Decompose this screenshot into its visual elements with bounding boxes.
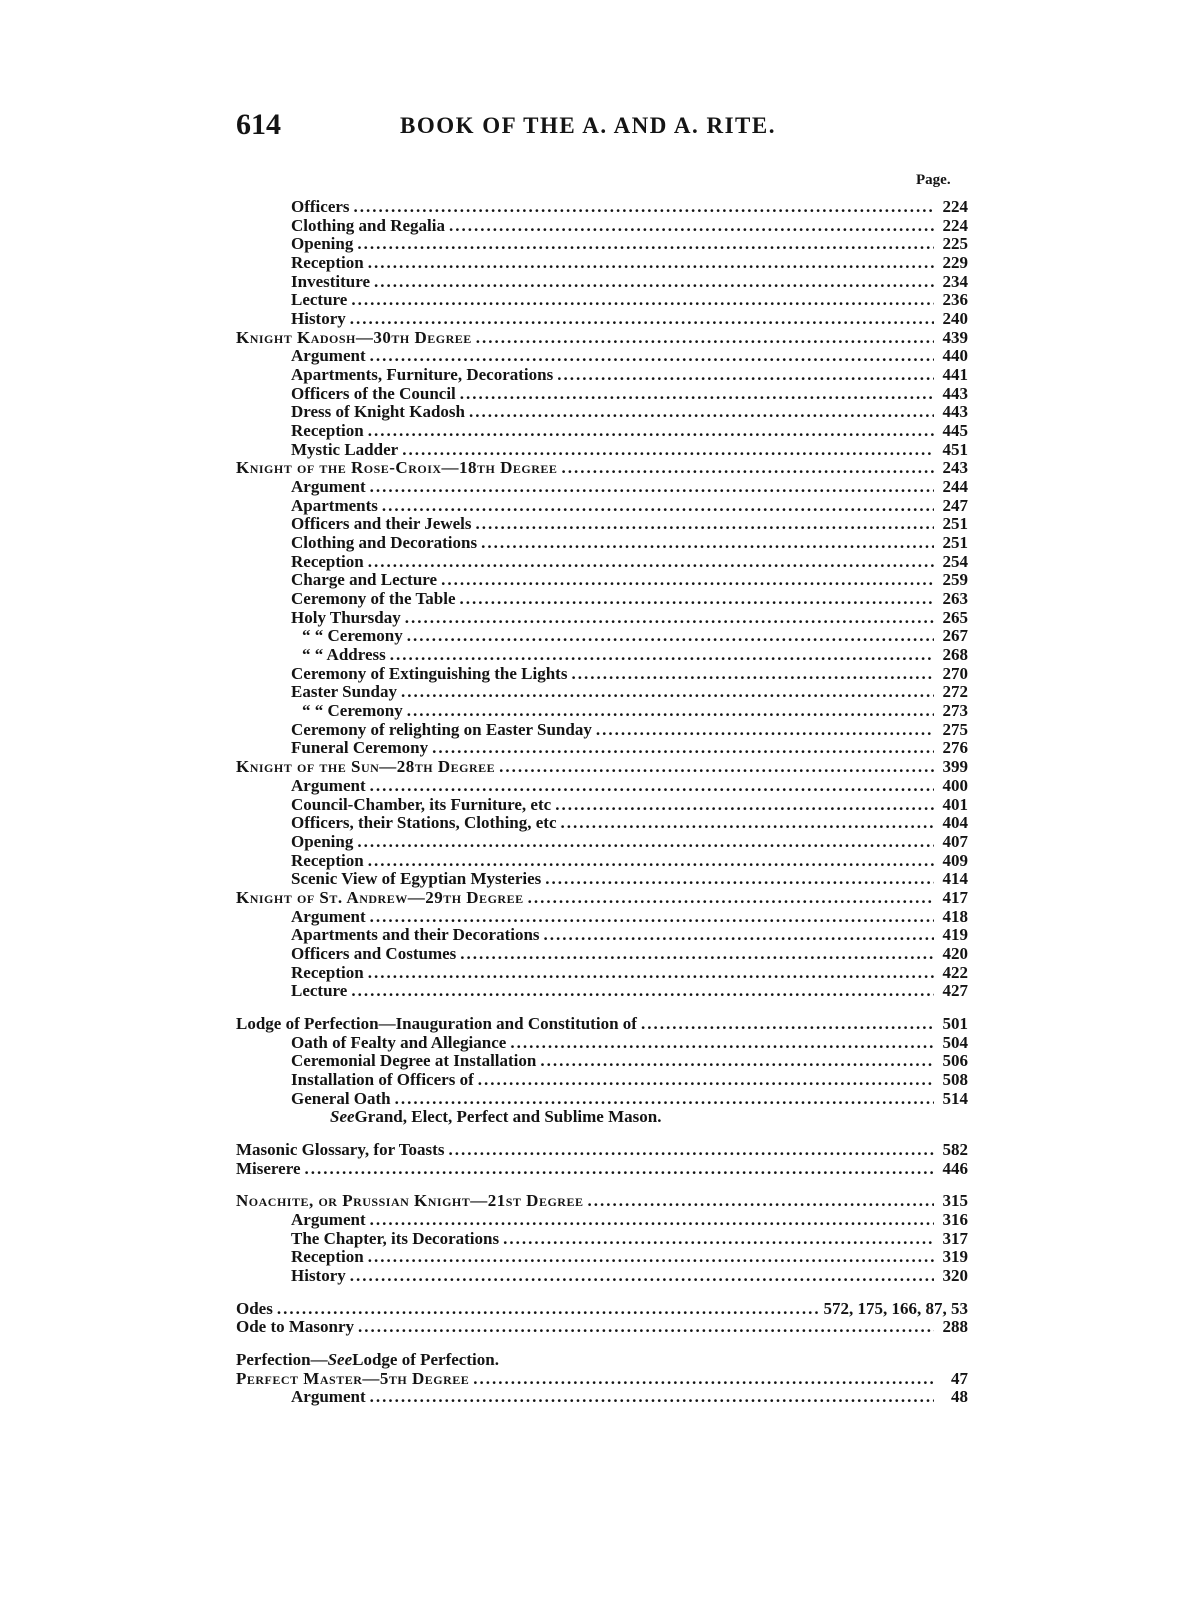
entry-label: Reception xyxy=(291,962,364,982)
entry-label: Miserere xyxy=(236,1158,301,1178)
entry-page-number: 243 xyxy=(942,458,968,478)
leader-dots xyxy=(561,814,934,833)
entry-label: Clothing and Regalia xyxy=(291,215,445,235)
entry-label: Clothing and Decorations xyxy=(291,533,478,553)
leader-dots xyxy=(374,273,934,292)
index-heading xyxy=(236,329,968,348)
leader-dots xyxy=(448,1141,934,1160)
page-header xyxy=(236,108,976,148)
leader-dots xyxy=(544,926,934,945)
entry-page-number: 439 xyxy=(942,327,968,347)
entry-page-number: 47 xyxy=(951,1368,968,1388)
index-subentry xyxy=(236,683,968,702)
entry-label: Lecture xyxy=(291,981,348,1001)
index-subentry xyxy=(236,478,968,497)
page-number: 614 xyxy=(236,108,281,141)
entry-label: Lodge of Perfection—Inauguration and Constitution of xyxy=(236,1013,637,1033)
entry-page-number: 275 xyxy=(942,719,968,739)
entry-page-number: 240 xyxy=(942,309,968,329)
entry-page-number: 317 xyxy=(942,1228,968,1248)
leader-dots xyxy=(351,291,934,310)
leader-dots xyxy=(357,235,934,254)
entry-label: Argument xyxy=(291,1387,366,1407)
leader-dots xyxy=(555,796,934,815)
entry-label: Ode to Masonry xyxy=(236,1317,355,1337)
entry-label: Officers of the Council xyxy=(291,383,456,403)
index-subentry xyxy=(236,627,968,646)
entry-page-number: 440 xyxy=(942,346,968,366)
leader-dots xyxy=(368,1248,934,1267)
index-subentry xyxy=(236,366,968,385)
index-subentry xyxy=(236,1248,968,1267)
entry-label: Apartments xyxy=(291,495,378,515)
leader-dots xyxy=(587,1192,934,1211)
entry-label: Charge and Lecture xyxy=(291,570,438,590)
leader-dots xyxy=(449,217,934,236)
entry-page-number: 273 xyxy=(942,701,968,721)
entry-label: Ceremony of the Table xyxy=(291,589,456,609)
entry-page-number: 572, 175, 166, 87, 53 xyxy=(823,1298,968,1318)
entry-page-number: 225 xyxy=(942,234,968,254)
index-subentry xyxy=(236,852,968,871)
entry-page-number: 244 xyxy=(942,477,968,497)
entry-label: Reception xyxy=(291,1247,364,1267)
entry-label: Odes xyxy=(236,1298,273,1318)
index-heading xyxy=(236,889,968,908)
index-subentry xyxy=(236,1034,968,1053)
leader-dots xyxy=(557,366,934,385)
index-subentry xyxy=(236,254,968,273)
index-subentry xyxy=(236,964,968,983)
leader-dots xyxy=(402,441,934,460)
entry-page-number: 229 xyxy=(942,253,968,273)
leader-dots xyxy=(370,347,934,366)
entry-label: Ceremonial Degree at Installation xyxy=(291,1051,537,1071)
index-subentry xyxy=(236,403,968,422)
index-subentry xyxy=(236,553,968,572)
leader-dots xyxy=(368,254,934,273)
index-subentry xyxy=(236,347,968,366)
entry-page-number: 251 xyxy=(942,514,968,534)
entry-page-number: 401 xyxy=(942,794,968,814)
entry-page-number: 414 xyxy=(942,869,968,889)
leader-dots xyxy=(407,702,934,721)
leader-dots xyxy=(528,889,934,908)
entry-page-number: 251 xyxy=(942,533,968,553)
entry-label: Reception xyxy=(291,253,364,273)
index-subentry xyxy=(236,1211,968,1230)
entry-page-number: 404 xyxy=(942,813,968,833)
index-heading xyxy=(236,758,968,777)
leader-dots xyxy=(460,385,934,404)
index-subentry xyxy=(236,441,968,460)
leader-dots xyxy=(469,403,934,422)
leader-dots xyxy=(358,1318,934,1337)
leader-dots xyxy=(305,1160,935,1179)
entry-page-number: 407 xyxy=(942,831,968,851)
entry-page-number: 582 xyxy=(942,1139,968,1159)
entry-label: Apartments, Furniture, Decorations xyxy=(291,365,554,385)
entry-page-number: 263 xyxy=(942,589,968,609)
leader-dots xyxy=(350,310,934,329)
running-title: BOOK OF THE A. AND A. RITE. xyxy=(400,113,776,138)
leader-dots xyxy=(478,1071,934,1090)
leader-dots xyxy=(473,1370,934,1389)
index-subentry xyxy=(236,870,968,889)
entry-page-number: 276 xyxy=(942,738,968,758)
entry-page-number: 319 xyxy=(942,1247,968,1267)
entry-page-number: 419 xyxy=(942,925,968,945)
section-spacer xyxy=(236,1001,968,1015)
leader-dots xyxy=(354,198,934,217)
entry-label: Ceremony of relighting on Easter Sunday xyxy=(291,719,592,739)
index-entry xyxy=(236,1141,968,1160)
index-entry xyxy=(236,1318,968,1337)
entry-label: Masonic Glossary, for Toasts xyxy=(236,1139,445,1159)
section-spacer xyxy=(236,1178,968,1192)
entry-label: Noachite, or Prussian Knight—21st Degree xyxy=(236,1191,584,1211)
section-spacer xyxy=(236,1286,968,1300)
index-subentry xyxy=(236,1052,968,1071)
leader-dots xyxy=(350,1267,934,1286)
entry-page-number: 316 xyxy=(942,1209,968,1229)
entry-label: Scenic View of Egyptian Mysteries xyxy=(291,869,542,889)
leader-dots xyxy=(370,908,934,927)
index-subentry xyxy=(236,777,968,796)
index-subentry xyxy=(236,273,968,292)
leader-dots xyxy=(357,833,934,852)
entry-label: Knight of the Sun—28th Degree xyxy=(236,757,496,777)
leader-dots xyxy=(382,497,934,516)
index-subentry xyxy=(236,609,968,628)
entry-label: Opening xyxy=(291,831,354,851)
entry-page-number: 320 xyxy=(942,1265,968,1285)
index-list xyxy=(236,198,968,1407)
entry-page-number: 288 xyxy=(942,1317,968,1337)
see-also-line: See Grand, Elect, Perfect and Sublime Mason. xyxy=(330,1107,662,1127)
leader-dots xyxy=(370,478,934,497)
index-subentry xyxy=(236,422,968,441)
index-entry xyxy=(236,1160,968,1179)
entry-label: Argument xyxy=(291,775,366,795)
index-subentry xyxy=(236,926,968,945)
index-subentry xyxy=(236,1090,968,1109)
entry-label: Perfect Master—5th Degree xyxy=(236,1368,470,1388)
index-subentry xyxy=(236,796,968,815)
index-subentry xyxy=(236,291,968,310)
entry-label: Argument xyxy=(291,477,366,497)
leader-dots xyxy=(368,422,934,441)
index-subentry xyxy=(236,1388,968,1407)
entry-label: Easter Sunday xyxy=(291,682,397,702)
index-subentry xyxy=(236,310,968,329)
leader-dots xyxy=(370,1388,934,1407)
entry-page-number: 446 xyxy=(942,1158,968,1178)
entry-page-number: 315 xyxy=(942,1191,968,1211)
entry-page-number: 267 xyxy=(942,626,968,646)
entry-label: Holy Thursday xyxy=(291,607,401,627)
index-subentry xyxy=(236,385,968,404)
entry-label: Officers, their Stations, Clothing, etc xyxy=(291,813,557,833)
index-subentry xyxy=(236,217,968,236)
entry-page-number: 417 xyxy=(942,887,968,907)
leader-dots xyxy=(641,1015,934,1034)
index-subentry xyxy=(236,982,968,1001)
index-subentry xyxy=(236,721,968,740)
index-entry xyxy=(236,1300,968,1319)
index-subentry xyxy=(236,198,968,217)
index-subentry xyxy=(236,833,968,852)
leader-dots xyxy=(499,758,934,777)
leader-dots xyxy=(407,627,934,646)
entry-page-number: 427 xyxy=(942,981,968,1001)
entry-page-number: 443 xyxy=(942,402,968,422)
entry-label: Dress of Knight Kadosh xyxy=(291,402,465,422)
entry-page-number: 409 xyxy=(942,850,968,870)
entry-label: History xyxy=(291,309,346,329)
index-subentry xyxy=(236,1230,968,1249)
entry-page-number: 48 xyxy=(951,1387,968,1407)
entry-page-number: 272 xyxy=(942,682,968,702)
entry-label: Reception xyxy=(291,850,364,870)
entry-label: Argument xyxy=(291,1209,366,1229)
entry-label: Officers and Costumes xyxy=(291,943,457,963)
entry-label: Mystic Ladder xyxy=(291,439,399,459)
index-subentry xyxy=(236,534,968,553)
leader-dots xyxy=(460,590,935,609)
entry-label: Reception xyxy=(291,551,364,571)
index-subentry xyxy=(236,515,968,534)
leader-dots xyxy=(545,870,934,889)
leader-dots xyxy=(401,683,934,702)
leader-dots xyxy=(571,665,934,684)
entry-label: Argument xyxy=(291,906,366,926)
entry-page-number: 400 xyxy=(942,775,968,795)
entry-page-number: 504 xyxy=(942,1032,968,1052)
index-heading xyxy=(236,1015,968,1034)
index-heading xyxy=(236,1192,968,1211)
entry-label: Apartments and their Decorations xyxy=(291,925,540,945)
entry-label: Lecture xyxy=(291,290,348,310)
entry-page-number: 443 xyxy=(942,383,968,403)
entry-page-number: 399 xyxy=(942,757,968,777)
leader-dots xyxy=(476,329,934,348)
leader-dots xyxy=(405,609,934,628)
entry-page-number: 501 xyxy=(942,1013,968,1033)
entry-label: Council-Chamber, its Furniture, etc xyxy=(291,794,552,814)
index-subentry xyxy=(236,497,968,516)
leader-dots xyxy=(277,1300,820,1319)
entry-label: “ “ Ceremony xyxy=(302,701,403,721)
leader-dots xyxy=(370,1211,934,1230)
leader-dots xyxy=(596,721,934,740)
entry-page-number: 234 xyxy=(942,271,968,291)
index-subentry xyxy=(236,702,968,721)
leader-dots xyxy=(390,646,934,665)
index-subentry xyxy=(236,665,968,684)
index-subentry xyxy=(236,739,968,758)
entry-label: The Chapter, its Decorations xyxy=(291,1228,500,1248)
leader-dots xyxy=(561,459,934,478)
index-subentry xyxy=(236,235,968,254)
entry-page-number: 441 xyxy=(942,365,968,385)
page-column-label: Page. xyxy=(916,172,951,188)
section-spacer xyxy=(236,1337,968,1351)
index-subentry xyxy=(236,1267,968,1286)
index-heading xyxy=(236,459,968,478)
leader-dots xyxy=(481,534,934,553)
leader-dots xyxy=(368,964,934,983)
entry-page-number: 418 xyxy=(942,906,968,926)
entry-label: Oath of Fealty and Allegiance xyxy=(291,1032,507,1052)
entry-page-number: 506 xyxy=(942,1051,968,1071)
entry-label: Knight Kadosh—30th Degree xyxy=(236,327,472,347)
entry-label: Knight of St. Andrew—29th Degree xyxy=(236,887,524,907)
entry-page-number: 422 xyxy=(942,962,968,982)
entry-page-number: 259 xyxy=(942,570,968,590)
entry-page-number: 254 xyxy=(942,551,968,571)
leader-dots xyxy=(460,945,934,964)
index-subentry xyxy=(236,590,968,609)
leader-dots xyxy=(351,982,934,1001)
entry-page-number: 508 xyxy=(942,1069,968,1089)
entry-label: “ “ Address xyxy=(302,645,386,665)
cross-reference-line: Perfection— See Lodge of Perfection. xyxy=(236,1349,499,1369)
entry-label: Officers xyxy=(291,197,350,216)
entry-label: Knight of the Rose-Croix—18th Degree xyxy=(236,458,558,478)
index-subentry xyxy=(236,571,968,590)
entry-label: Argument xyxy=(291,346,366,366)
entry-page-number: 224 xyxy=(942,197,968,216)
entry-label: Reception xyxy=(291,421,364,441)
index-subentry xyxy=(236,945,968,964)
entry-label: Ceremony of Extinguishing the Lights xyxy=(291,663,568,683)
entry-label: General Oath xyxy=(291,1088,391,1108)
entry-page-number: 514 xyxy=(942,1088,968,1108)
entry-label: History xyxy=(291,1265,346,1285)
entry-page-number: 224 xyxy=(942,215,968,235)
leader-dots xyxy=(441,571,934,590)
entry-label: Investiture xyxy=(291,271,371,291)
leader-dots xyxy=(540,1052,934,1071)
entry-page-number: 451 xyxy=(942,439,968,459)
index-subentry xyxy=(236,814,968,833)
entry-page-number: 268 xyxy=(942,645,968,665)
entry-page-number: 236 xyxy=(942,290,968,310)
entry-page-number: 270 xyxy=(942,663,968,683)
leader-dots xyxy=(368,553,934,572)
leader-dots xyxy=(510,1034,934,1053)
leader-dots xyxy=(395,1090,934,1109)
leader-dots xyxy=(370,777,934,796)
section-spacer xyxy=(236,1127,968,1141)
leader-dots xyxy=(503,1230,934,1249)
entry-label: Funeral Ceremony xyxy=(291,738,429,758)
index-heading xyxy=(236,1370,968,1389)
index-subentry xyxy=(236,646,968,665)
entry-page-number: 445 xyxy=(942,421,968,441)
entry-label: Opening xyxy=(291,234,354,254)
entry-page-number: 265 xyxy=(942,607,968,627)
entry-page-number: 420 xyxy=(942,943,968,963)
entry-label: Officers and their Jewels xyxy=(291,514,472,534)
leader-dots xyxy=(368,852,934,871)
leader-dots xyxy=(432,739,934,758)
entry-label: Installation of Officers of xyxy=(291,1069,474,1089)
index-subentry xyxy=(236,908,968,927)
entry-label: “ “ Ceremony xyxy=(302,626,403,646)
entry-page-number: 247 xyxy=(942,495,968,515)
index-subentry xyxy=(236,1071,968,1090)
leader-dots xyxy=(476,515,934,534)
